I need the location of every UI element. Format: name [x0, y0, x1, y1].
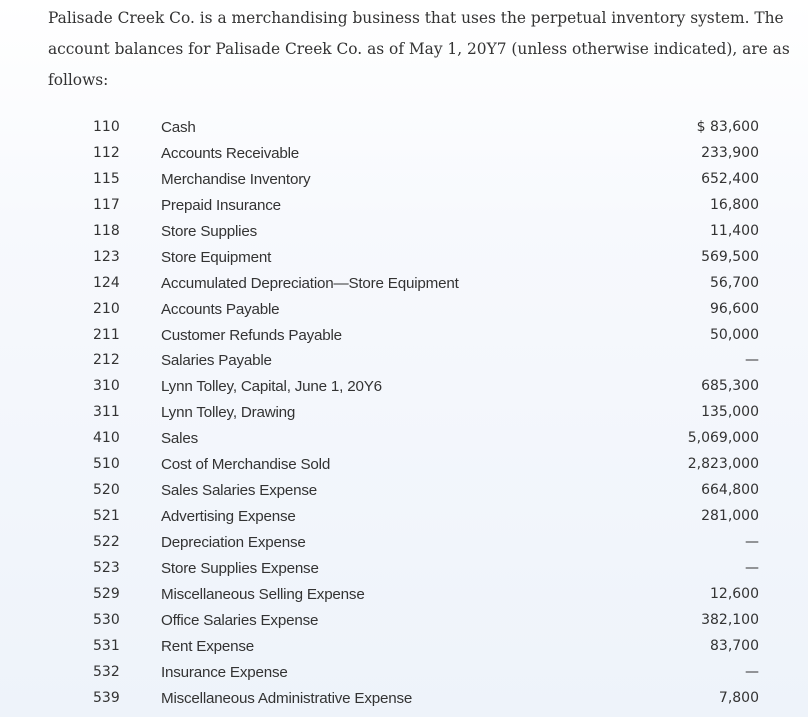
account-balance: 685,300: [701, 378, 759, 395]
account-row: [0, 582, 808, 608]
account-row: [0, 426, 808, 452]
account-row: [0, 115, 808, 141]
account-balance: 281,000: [701, 508, 759, 525]
account-name: Accounts Payable: [161, 300, 280, 318]
account-name: Accounts Receivable: [161, 144, 300, 162]
account-number: 118: [93, 222, 120, 239]
account-row: [0, 608, 808, 634]
account-row: [0, 452, 808, 478]
account-balance: —: [745, 559, 759, 576]
account-name: Merchandise Inventory: [161, 170, 311, 188]
account-balance: 12,600: [710, 585, 759, 602]
account-number: 510: [93, 456, 120, 473]
account-name: Store Equipment: [161, 248, 272, 266]
account-name: Salaries Payable: [161, 352, 272, 370]
account-row: [0, 348, 808, 374]
account-balance: $ 83,600: [696, 119, 759, 135]
account-row: [0, 141, 808, 167]
account-row: [0, 323, 808, 349]
account-name: Lynn Tolley, Drawing: [161, 404, 296, 422]
account-number: 112: [93, 144, 120, 161]
account-balance: 2,823,000: [687, 456, 759, 473]
account-row: [0, 478, 808, 504]
account-number: 530: [93, 611, 120, 628]
account-row: [0, 634, 808, 660]
account-number: 210: [93, 300, 120, 317]
account-row: [0, 530, 808, 556]
account-number: 410: [93, 430, 120, 447]
account-number: 311: [93, 404, 120, 421]
account-name: Customer Refunds Payable: [161, 326, 342, 344]
account-name: Cash: [161, 119, 196, 136]
account-balance: 50,000: [710, 326, 759, 343]
account-balance: —: [745, 534, 759, 550]
account-balance: 664,800: [701, 482, 759, 499]
account-row: [0, 193, 808, 219]
account-name: Office Salaries Expense: [161, 611, 319, 629]
account-number: 117: [93, 196, 120, 213]
account-name: Miscellaneous Administrative Expense: [161, 689, 413, 707]
intro-paragraph: Palisade Creek Co. is a merchandising business that uses the perpetual inventory system. The account balances for Palisade Creek Co. as of May 1, 20Y7 (unless otherwise indicated), are as follows:: [48, 9, 790, 89]
account-name: Lynn Tolley, Capital, June 1, 20Y6: [161, 378, 382, 396]
account-balance: 11,400: [710, 222, 759, 239]
account-row: [0, 556, 808, 582]
account-number: 520: [93, 482, 120, 499]
account-name: Store Supplies: [161, 222, 257, 240]
account-name: Insurance Expense: [161, 663, 288, 681]
account-row: [0, 167, 808, 193]
account-number: 521: [93, 508, 120, 525]
account-balance: 7,800: [718, 689, 759, 706]
account-name: Sales: [161, 430, 198, 448]
account-number: 522: [93, 534, 120, 550]
account-name: Store Supplies Expense: [161, 559, 319, 577]
account-name: Prepaid Insurance: [161, 196, 281, 214]
account-name: Sales Salaries Expense: [161, 482, 318, 500]
account-number: 532: [93, 663, 120, 680]
account-row: [0, 504, 808, 530]
account-row: [0, 400, 808, 426]
account-number: 531: [93, 637, 120, 654]
account-row: [0, 219, 808, 245]
account-name: Accumulated Depreciation—Store Equipment: [161, 274, 459, 292]
account-balance: 233,900: [701, 144, 759, 161]
account-balance-list: [0, 115, 808, 712]
account-row: [0, 660, 808, 686]
account-balance: 96,600: [710, 300, 759, 317]
account-name: Depreciation Expense: [161, 534, 306, 551]
account-number: 523: [93, 559, 120, 576]
account-row: [0, 686, 808, 712]
account-balance: 135,000: [701, 404, 759, 421]
account-balance: 5,069,000: [687, 430, 759, 447]
account-row: [0, 245, 808, 271]
account-name: Advertising Expense: [161, 508, 296, 526]
account-number: 211: [93, 326, 120, 343]
account-number: 310: [93, 378, 120, 395]
account-balance: 569,500: [701, 248, 759, 265]
account-number: 212: [93, 352, 120, 369]
account-name: Rent Expense: [161, 637, 255, 655]
account-name: Cost of Merchandise Sold: [161, 456, 331, 474]
account-number: 529: [93, 585, 120, 602]
account-number: 539: [93, 689, 120, 706]
account-row: [0, 271, 808, 297]
account-balance: —: [745, 663, 759, 680]
account-number: 110: [93, 119, 120, 135]
account-number: 115: [93, 170, 120, 187]
account-number: 123: [93, 248, 120, 265]
account-name: Miscellaneous Selling Expense: [161, 585, 365, 603]
account-balance: 83,700: [710, 637, 759, 654]
account-balance: 382,100: [701, 611, 759, 628]
account-balance: —: [745, 352, 759, 369]
account-balance: 56,700: [710, 274, 759, 291]
account-row: [0, 374, 808, 400]
account-number: 124: [93, 274, 120, 291]
account-row: [0, 297, 808, 323]
account-balance: 16,800: [710, 196, 759, 213]
account-balance: 652,400: [701, 170, 759, 187]
